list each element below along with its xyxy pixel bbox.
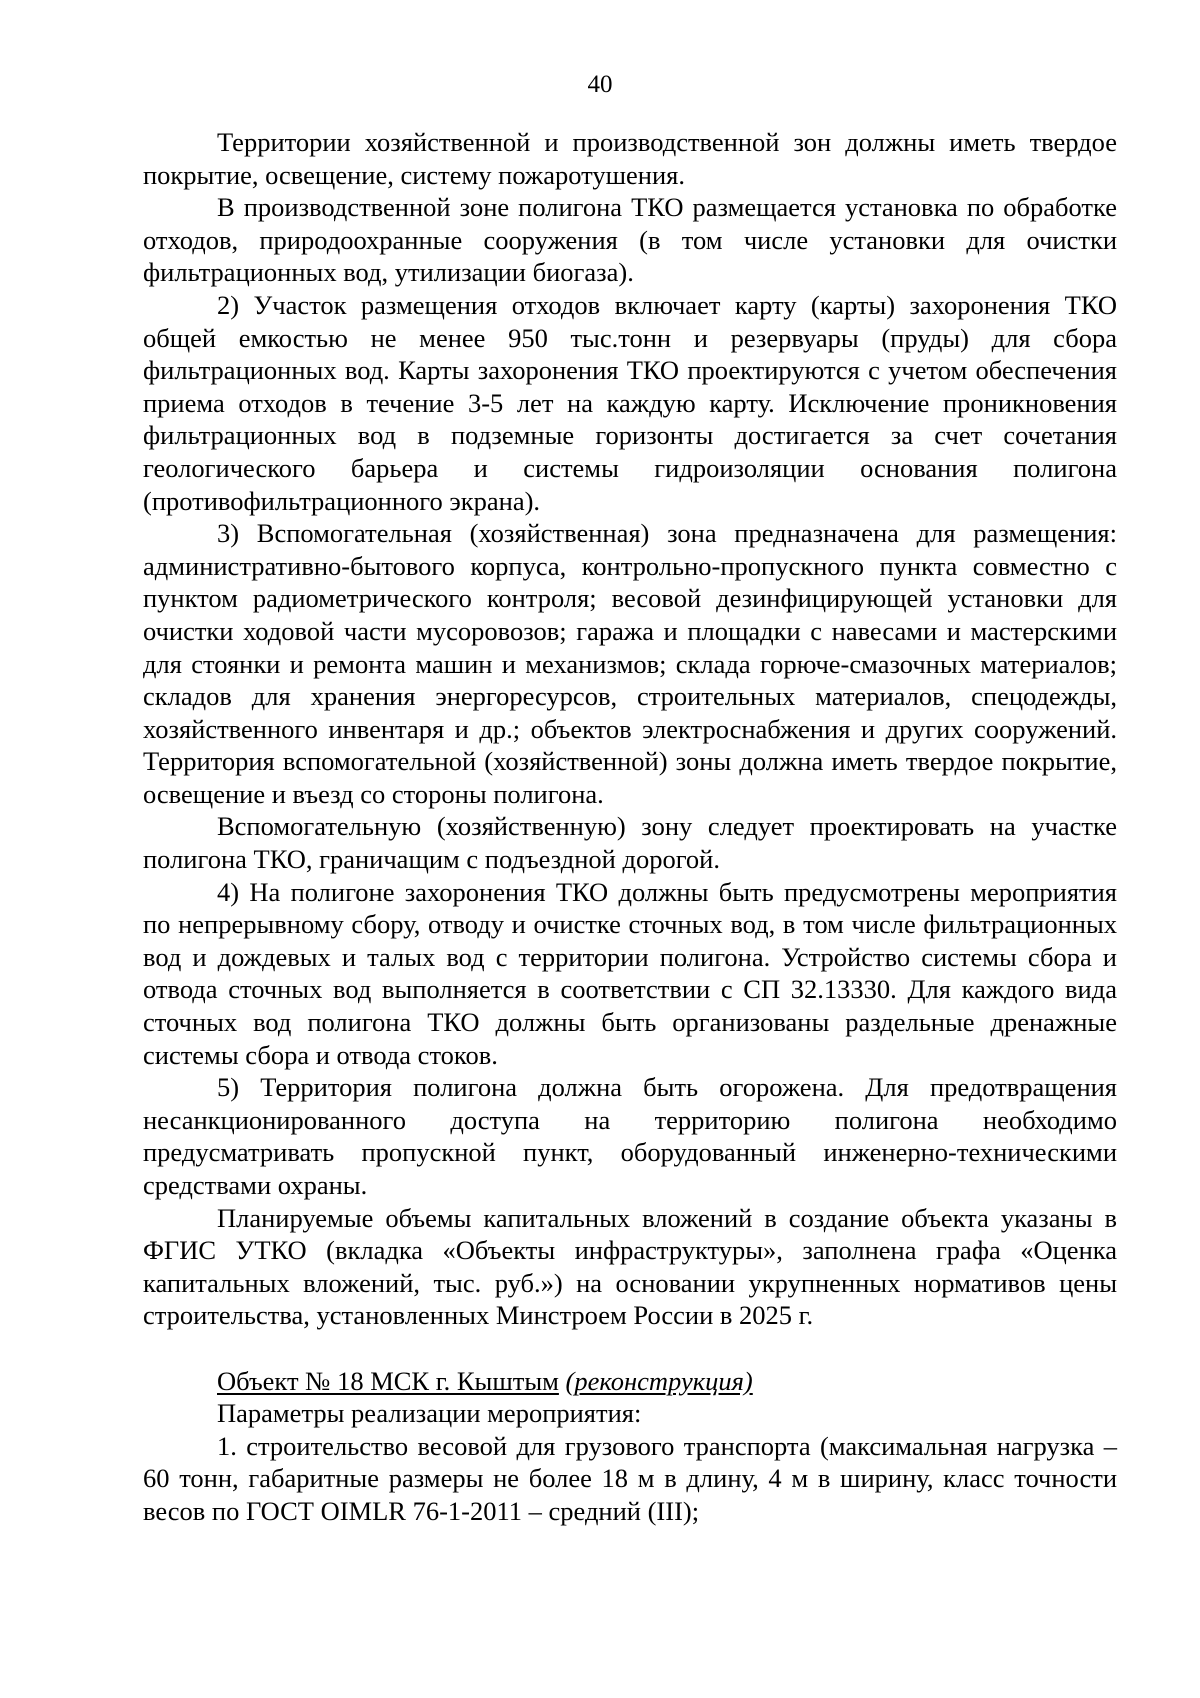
object-heading-note	[566, 1366, 753, 1396]
paragraph: 3) Вспомогательная (хозяйственная) зона предназначена для размещения: административно-бытового корпуса, контрольно-пропускного пункта совместно с пунктом радиометрического контроля; весовой дезинфицирующей установки для очистки ходовой части мусоровозов; гаража и площадки с навесами и мастерскими для стоянки и ремонта машин и механизмов; склада горюче-смазочных материалов; складов для хранения энергоресурсов, строительных материалов, спецодежды, хозяйственного инвентаря и др.; объектов электроснабжения и других сооружений. Территория вспомогательной (хозяйственной) зоны должна иметь твердое покрытие, освещение и въезд со стороны полигона.	[143, 518, 1117, 809]
document-body	[143, 126, 1117, 1528]
object-heading	[143, 1365, 1117, 1398]
object-heading-title: Объект № 18 МСК г. Кыштым	[217, 1365, 559, 1396]
params-title: Параметры реализации мероприятия:	[217, 1398, 642, 1429]
object-heading-note-text: (реконструкция)	[565, 1365, 753, 1396]
paragraph: Вспомогательную (хозяйственную) зону следует проектировать на участке полигона ТКО, граничащим с подъездной дорогой.	[143, 811, 1117, 875]
paragraph: 4) На полигоне захоронения ТКО должны быть предусмотрены мероприятия по непрерывному сбору, отводу и очистке сточных вод, в том числе фильтрационных вод и дождевых и талых вод с территории полигона. Устройство системы сбора и отвода сточных вод выполняется в соответствии с СП 32.13330. Для каждого вида сточных вод полигона ТКО должны быть организованы раздельные дренажные системы сбора и отвода стоков.	[143, 876, 1117, 1070]
paragraph: Территории хозяйственной и производственной зон должны иметь твердое покрытие, освещение, систему пожаротушения.	[143, 127, 1117, 190]
paragraph: Планируемые объемы капитальных вложений в создание объекта указаны в ФГИС УТКО (вкладка «Объекты инфраструктуры», заполнена графа «Оценка капитальных вложений, тыс. руб.») на основании укрупненных нормативов цены строительства, установленных Минстроем России в 2025 г.	[143, 1202, 1117, 1331]
paragraph: В производственной зоне полигона ТКО размещается установка по обработке отходов, природоохранные сооружения (в том числе установки для очистки фильтрационных вод, утилизации биогаза).	[143, 192, 1117, 288]
paragraph: 5) Территория полигона должна быть огорожена. Для предотвращения несанкционированного доступа на территорию полигона необходимо предусматривать пропускной пункт, оборудованный инженерно-техническими средствами охраны.	[143, 1072, 1117, 1200]
paragraph: 2) Участок размещения отходов включает карту (карты) захоронения ТКО общей емкостью не менее 950 тыс.тонн и резервуары (пруды) для сбора фильтрационных вод. Карты захоронения ТКО проектируются с учетом обеспечения приема отходов в течение 3-5 лет на каждую карту. Исключение проникновения фильтрационных вод в подземные горизонты достигается за счет сочетания геологического барьера и системы гидроизоляции основания полигона (противофильтрационного экрана).	[143, 289, 1117, 516]
section-spacer	[143, 1332, 1117, 1365]
params-item: 1. строительство весовой для грузового транспорта (максимальная нагрузка – 60 тонн, габаритные размеры не более 18 м в длину, 4 м в ширину, класс точности весов по ГОСТ OIMLR 76-1-2011 – средний (III);	[143, 1430, 1117, 1526]
page-number: 40	[587, 71, 613, 98]
